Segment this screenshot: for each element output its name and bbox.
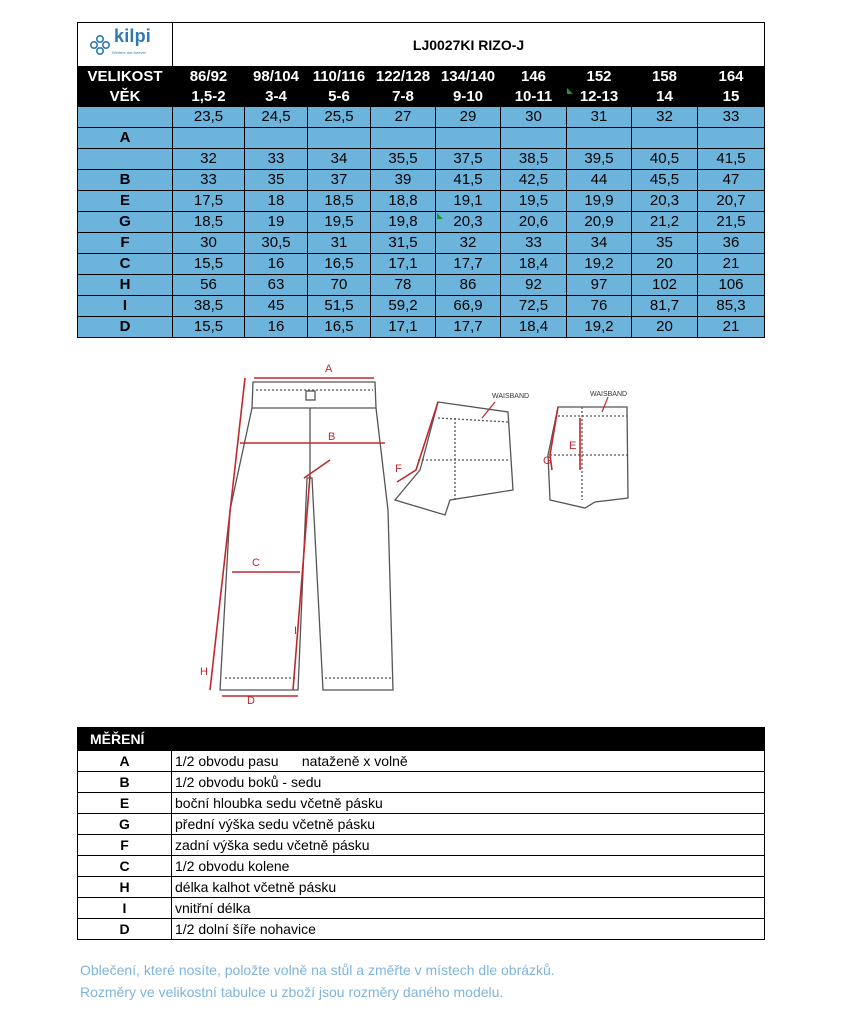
value-cell: 18,5: [173, 212, 245, 233]
row-label: E: [78, 191, 173, 212]
value-cell: 42,5: [501, 170, 567, 191]
legend-description: vnitřní délka: [172, 898, 765, 919]
value-cell: 33: [501, 233, 567, 254]
size-cell: 146: [501, 67, 567, 87]
legend-description: zadní výška sedu včetně pásku: [172, 835, 765, 856]
legend-row: [78, 835, 765, 856]
label-c: C: [252, 557, 260, 569]
value-cell: 45: [245, 296, 308, 317]
value-cell: 51,5: [308, 296, 371, 317]
value-cell: 92: [501, 275, 567, 296]
value-cell: 18,4: [501, 317, 567, 338]
measurement-legend: [77, 727, 765, 940]
value-cell: 17,1: [371, 317, 436, 338]
value-cell: [501, 128, 567, 149]
comment-marker: [567, 88, 573, 94]
value-cell: [371, 128, 436, 149]
kilpi-snowflake-icon: [88, 33, 112, 57]
table-row: [78, 317, 765, 338]
value-cell: 20,7: [698, 191, 765, 212]
value-cell: 21,5: [698, 212, 765, 233]
value-cell: 19,8: [371, 212, 436, 233]
size-cell: 122/128: [371, 67, 436, 87]
row-label: B: [78, 170, 173, 191]
age-row: [78, 87, 765, 107]
value-cell: 17,1: [371, 254, 436, 275]
value-cell: 32: [632, 107, 698, 128]
legend-rows: [78, 751, 765, 940]
age-cell: 12-13: [567, 87, 632, 107]
legend-description: boční hloubka sedu včetně pásku: [172, 793, 765, 814]
row-label: G: [78, 212, 173, 233]
legend-description: 1/2 obvodu kolene: [172, 856, 765, 877]
legend-row: [78, 751, 765, 772]
legend-code: B: [78, 772, 172, 793]
header-row: [78, 23, 765, 67]
size-label: VELIKOST: [78, 67, 173, 87]
value-cell: [632, 128, 698, 149]
value-cell: 38,5: [501, 149, 567, 170]
age-cell: 1,5-2: [173, 87, 245, 107]
value-cell: 34: [567, 233, 632, 254]
table-row: [78, 107, 765, 128]
value-cell: 59,2: [371, 296, 436, 317]
value-cell: 29: [436, 107, 501, 128]
age-cell: 15: [698, 87, 765, 107]
legend-description: 1/2 obvodu pasu nataženě x volně: [172, 751, 765, 772]
value-cell: [245, 128, 308, 149]
value-cell: 31,5: [371, 233, 436, 254]
legend-code: C: [78, 856, 172, 877]
value-cell: 19,2: [567, 317, 632, 338]
row-label: [78, 107, 173, 128]
table-row: [78, 170, 765, 191]
legend-code: F: [78, 835, 172, 856]
waistband-label-1: WAISBAND: [492, 393, 530, 400]
label-d: D: [247, 695, 255, 705]
value-cell: 20,6: [501, 212, 567, 233]
value-cell: 31: [567, 107, 632, 128]
value-cell: 15,5: [173, 317, 245, 338]
value-cell: 20: [632, 317, 698, 338]
legend-code: I: [78, 898, 172, 919]
value-cell: 30: [173, 233, 245, 254]
value-cell: 47: [698, 170, 765, 191]
age-cell: 14: [632, 87, 698, 107]
row-label: C: [78, 254, 173, 275]
legend-code: H: [78, 877, 172, 898]
legend-header-blank: [172, 728, 765, 751]
brand-tagline: Winters are forever: [112, 50, 147, 55]
measure-f-line: [397, 402, 438, 482]
value-cell: 35: [245, 170, 308, 191]
value-cell: 16: [245, 317, 308, 338]
table-row: [78, 275, 765, 296]
value-cell: 19,5: [501, 191, 567, 212]
value-cell: 35,5: [371, 149, 436, 170]
brand-cell: [78, 23, 173, 67]
value-cell: 32: [173, 149, 245, 170]
label-a: A: [325, 363, 333, 375]
value-cell: 33: [245, 149, 308, 170]
value-cell: 20,3: [436, 212, 501, 233]
value-cell: 70: [308, 275, 371, 296]
value-cell: 40,5: [632, 149, 698, 170]
value-cell: 18,8: [371, 191, 436, 212]
label-b: B: [328, 431, 336, 443]
legend-description: 1/2 obvodu boků - sedu: [172, 772, 765, 793]
value-cell: 18,5: [308, 191, 371, 212]
table-row: [78, 254, 765, 275]
value-cell: 33: [698, 107, 765, 128]
table-row: [78, 191, 765, 212]
legend-title: MĚŘENÍ: [78, 728, 172, 751]
legend-code: G: [78, 814, 172, 835]
age-cell: 7-8: [371, 87, 436, 107]
size-cell: 152: [567, 67, 632, 87]
value-cell: 21,2: [632, 212, 698, 233]
age-cell: 9-10: [436, 87, 501, 107]
legend-code: A: [78, 751, 172, 772]
comment-marker: [437, 213, 443, 219]
value-cell: 20: [632, 254, 698, 275]
value-cell: 19,5: [308, 212, 371, 233]
size-table: [77, 22, 765, 338]
row-label: F: [78, 233, 173, 254]
value-cell: 25,5: [308, 107, 371, 128]
legend-row: [78, 772, 765, 793]
value-cell: 56: [173, 275, 245, 296]
value-cell: 30: [501, 107, 567, 128]
value-cell: 21: [698, 254, 765, 275]
table-row: [78, 128, 765, 149]
value-cell: 32: [436, 233, 501, 254]
value-cell: 41,5: [436, 170, 501, 191]
value-cell: 18,4: [501, 254, 567, 275]
value-cell: 16,5: [308, 254, 371, 275]
value-cell: 35: [632, 233, 698, 254]
size-cell: 110/116: [308, 67, 371, 87]
kilpi-logo: [88, 27, 151, 62]
table-row: [78, 296, 765, 317]
label-h: H: [200, 666, 208, 678]
value-cell: 45,5: [632, 170, 698, 191]
waistband-label-2: WAISBAND: [590, 391, 628, 398]
value-cell: 18: [245, 191, 308, 212]
value-cell: 23,5: [173, 107, 245, 128]
side-view-e-g: [548, 407, 628, 508]
value-cell: 21: [698, 317, 765, 338]
legend-header: [78, 728, 765, 751]
age-cell: 5-6: [308, 87, 371, 107]
legend-description: 1/2 dolní šíře nohavice: [172, 919, 765, 940]
value-cell: 38,5: [173, 296, 245, 317]
value-cell: 20,3: [632, 191, 698, 212]
value-cell: 19: [245, 212, 308, 233]
measurement-rows: [78, 107, 765, 338]
table-row: [78, 233, 765, 254]
legend-code: E: [78, 793, 172, 814]
row-label: I: [78, 296, 173, 317]
table-row: [78, 212, 765, 233]
row-label: D: [78, 317, 173, 338]
value-cell: 27: [371, 107, 436, 128]
legend-description: přední výška sedu včetně pásku: [172, 814, 765, 835]
value-cell: [436, 128, 501, 149]
value-cell: 37: [308, 170, 371, 191]
value-cell: 24,5: [245, 107, 308, 128]
table-row: [78, 149, 765, 170]
age-cell: 10-11: [501, 87, 567, 107]
size-cell: 164: [698, 67, 765, 87]
value-cell: [173, 128, 245, 149]
value-cell: 33: [173, 170, 245, 191]
value-cell: [567, 128, 632, 149]
value-cell: 31: [308, 233, 371, 254]
value-cell: 36: [698, 233, 765, 254]
label-i: I: [294, 625, 298, 637]
value-cell: 19,2: [567, 254, 632, 275]
value-cell: 39,5: [567, 149, 632, 170]
note-line-1: Oblečení, které nosíte, položte volně na stůl a změřte v místech dle obrázků.: [80, 962, 555, 978]
legend-row: [78, 877, 765, 898]
value-cell: 39: [371, 170, 436, 191]
value-cell: 19,1: [436, 191, 501, 212]
value-cell: [698, 128, 765, 149]
value-cell: 37,5: [436, 149, 501, 170]
row-label: A: [78, 128, 173, 149]
value-cell: 16,5: [308, 317, 371, 338]
value-cell: 20,9: [567, 212, 632, 233]
legend-row: [78, 814, 765, 835]
value-cell: 86: [436, 275, 501, 296]
label-f: F: [395, 463, 402, 475]
size-cell: 134/140: [436, 67, 501, 87]
age-cell: 3-4: [245, 87, 308, 107]
value-cell: 78: [371, 275, 436, 296]
value-cell: [308, 128, 371, 149]
label-e: E: [569, 440, 577, 452]
legend-code: D: [78, 919, 172, 940]
row-label: H: [78, 275, 173, 296]
legend-row: [78, 793, 765, 814]
size-cell: 86/92: [173, 67, 245, 87]
label-g: G: [543, 455, 552, 467]
value-cell: 41,5: [698, 149, 765, 170]
value-cell: 85,3: [698, 296, 765, 317]
value-cell: 106: [698, 275, 765, 296]
side-view-f: [395, 402, 513, 515]
legend-row: [78, 856, 765, 877]
brand-name: kilpi: [114, 26, 152, 46]
product-title: LJ0027KI RIZO-J: [173, 23, 765, 67]
value-cell: 66,9: [436, 296, 501, 317]
value-cell: 15,5: [173, 254, 245, 275]
legend-description: délka kalhot včetně pásku: [172, 877, 765, 898]
waistband-pointer: [602, 397, 608, 412]
legend-row: [78, 898, 765, 919]
note-line-2: Rozměry ve velikostní tabulce u zboží jsou rozměry daného modelu.: [80, 984, 504, 1000]
size-row: [78, 67, 765, 87]
value-cell: 97: [567, 275, 632, 296]
value-cell: 17,5: [173, 191, 245, 212]
value-cell: 72,5: [501, 296, 567, 317]
value-cell: 16: [245, 254, 308, 275]
legend-row: [78, 919, 765, 940]
measurement-lines: [210, 378, 385, 696]
value-cell: 19,9: [567, 191, 632, 212]
size-cell: 98/104: [245, 67, 308, 87]
value-cell: 17,7: [436, 254, 501, 275]
measurement-diagram: [190, 360, 650, 705]
size-cell: 158: [632, 67, 698, 87]
value-cell: 63: [245, 275, 308, 296]
value-cell: 44: [567, 170, 632, 191]
value-cell: 76: [567, 296, 632, 317]
value-cell: 17,7: [436, 317, 501, 338]
value-cell: 81,7: [632, 296, 698, 317]
value-cell: 30,5: [245, 233, 308, 254]
value-cell: 34: [308, 149, 371, 170]
trousers-front: [220, 382, 393, 690]
value-cell: 102: [632, 275, 698, 296]
age-label: VĚK: [78, 87, 173, 107]
row-label: [78, 149, 173, 170]
